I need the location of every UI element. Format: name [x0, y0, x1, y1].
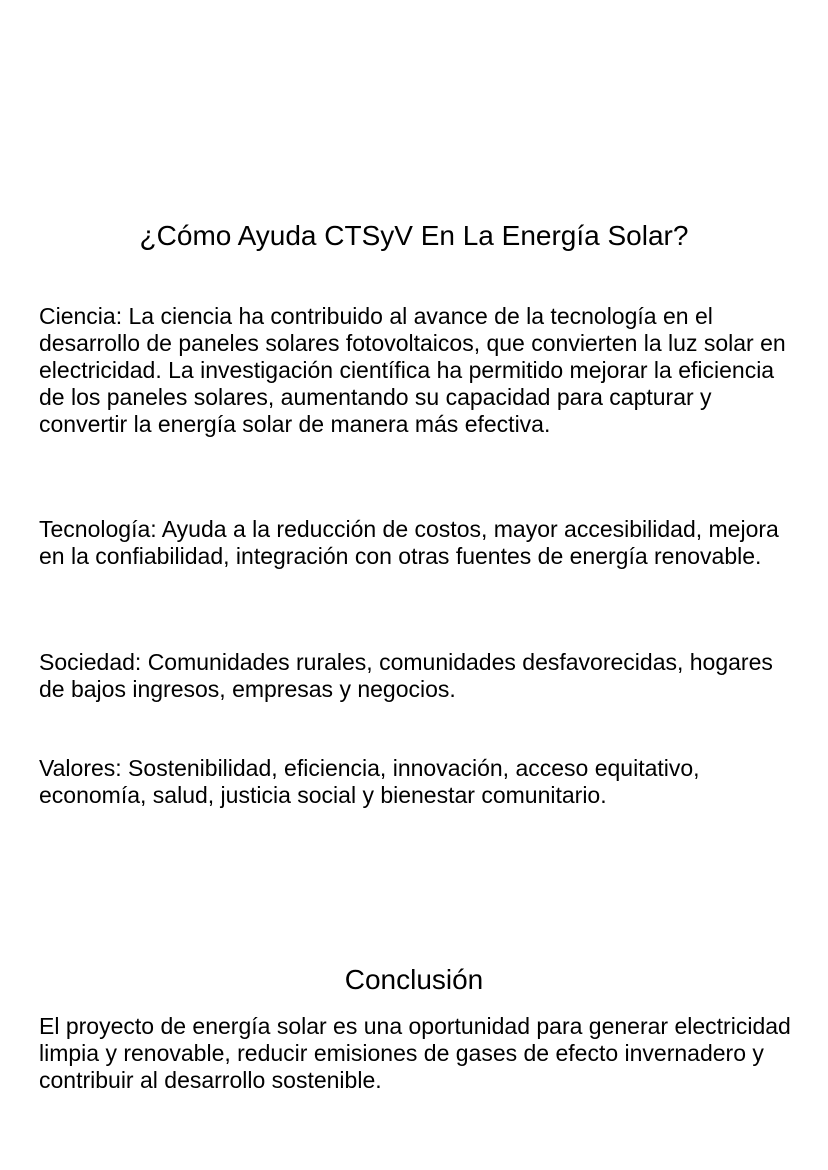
section-ciencia: Ciencia: La ciencia ha contribuido al avance de la tecnología en el desarrollo de paneles solares fotovoltaicos, que convierten la luz solar en electricidad. La investigación científica ha permitido mejorar la eficiencia de los paneles solares, aumentando su capacidad para capturar y convertir la energía solar de manera más efectiva. [39, 303, 786, 437]
section-tecnologia: Tecnología: Ayuda a la reducción de costos, mayor accesibilidad, mejora en la confiabilidad, integración con otras fuentes de energía renovable. [39, 516, 779, 569]
section-sociedad: Sociedad: Comunidades rurales, comunidades desfavorecidas, hogares de bajos ingresos, empresas y negocios. [39, 649, 773, 702]
section-valores: Valores: Sostenibilidad, eficiencia, innovación, acceso equitativo, economía, salud, justicia social y bienestar comunitario. [39, 755, 700, 808]
page-title: ¿Cómo Ayuda CTSyV En La Energía Solar? [139, 220, 689, 251]
conclusion-title: Conclusión [344, 964, 484, 995]
conclusion-text: El proyecto de energía solar es una oportunidad para generar electricidad limpia y renovable, reducir emisiones de gases de efecto invernadero y contribuir al desarrollo sostenible. [39, 1013, 791, 1093]
